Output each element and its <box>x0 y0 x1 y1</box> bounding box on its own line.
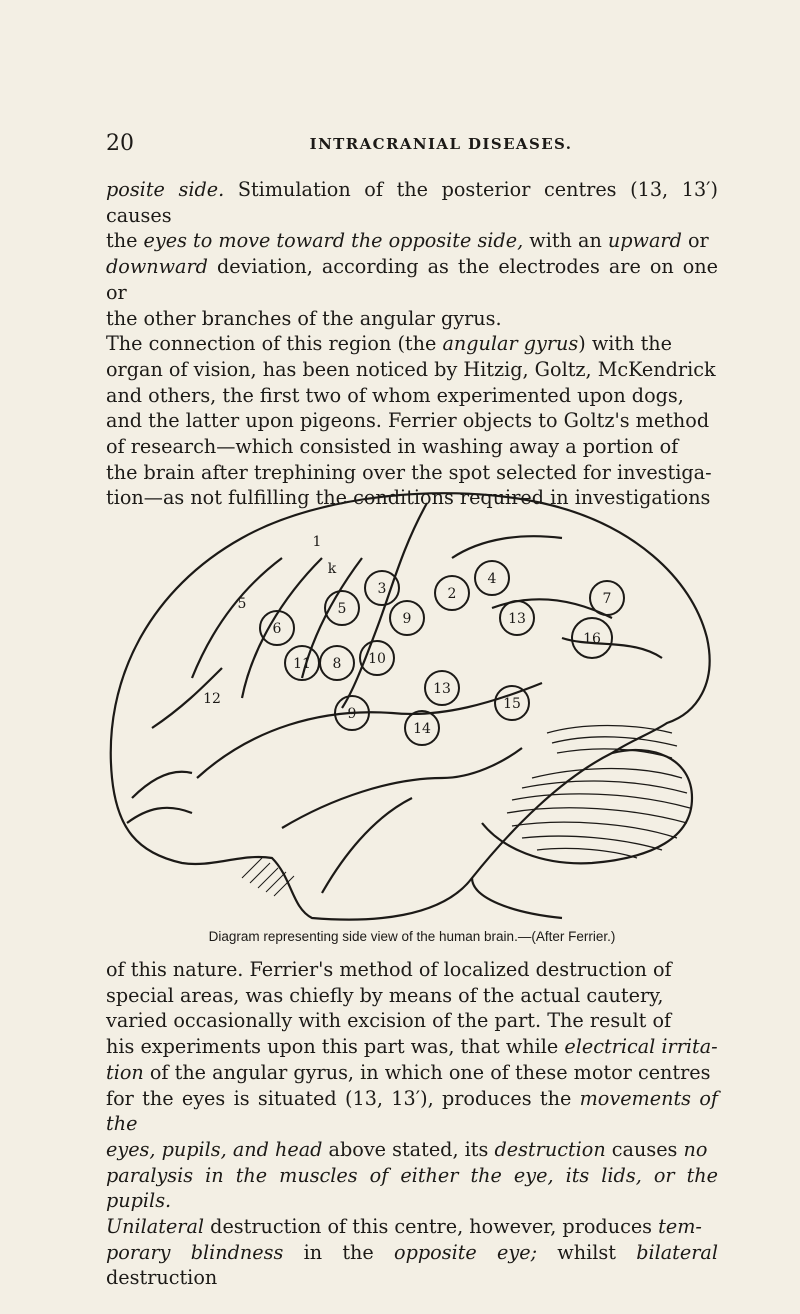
text-line: Unilateral destruction of this centre, however, produces tem- <box>106 1215 702 1239</box>
svg-text:13: 13 <box>433 681 451 697</box>
text-line: of research—which consisted in washing away a portion of <box>106 435 679 459</box>
svg-text:7: 7 <box>602 591 612 607</box>
svg-text:1: 1 <box>312 534 322 550</box>
sylvian-fissure <box>197 683 542 778</box>
figure-caption: Diagram representing side view of the human brain.—(After Ferrier.) <box>208 929 616 944</box>
text-line: of this nature. Ferrier's method of localized destruction of <box>106 958 672 981</box>
text-line: tion of the angular gyrus, in which one of these motor centres <box>106 1060 711 1084</box>
svg-text:16: 16 <box>583 631 601 647</box>
text-line: posite side. Stimulation of the posterior centres (13, 13′) causes <box>106 178 719 227</box>
text-line: tion—as not fulfilling the conditions required in investigations <box>106 486 711 510</box>
svg-text:3: 3 <box>377 581 387 597</box>
brain-illustration <box>92 478 737 923</box>
text-line: and the latter upon pigeons. Ferrier objects to Goltz's method <box>106 409 710 433</box>
svg-text:14: 14 <box>413 721 431 737</box>
text-line: special areas, was chiefly by means of the actual cautery, <box>106 983 664 1007</box>
text-line: paralysis in the muscles of either the eye, its lids, or the pupils. <box>106 1163 718 1213</box>
svg-text:12: 12 <box>203 691 221 707</box>
text-line: the brain after trephining over the spot selected for investiga- <box>106 460 712 484</box>
svg-text:6: 6 <box>272 621 282 637</box>
text-line: for the eyes is situated (13, 13′), produces the movements of the <box>106 1086 718 1136</box>
svg-text:15: 15 <box>503 696 521 712</box>
text-line: The connection of this region (the angular gyrus) with the <box>106 332 672 356</box>
svg-text:5: 5 <box>337 601 347 617</box>
temporal-sulcus <box>282 748 522 828</box>
svg-text:2: 2 <box>447 586 457 602</box>
text-line: the eyes to move toward the opposite side, with an upward or <box>106 229 709 253</box>
svg-text:9: 9 <box>347 706 357 722</box>
page-header <box>106 131 716 159</box>
text-line: the other branches of the angular gyrus. <box>106 306 502 330</box>
svg-text:5: 5 <box>237 596 247 612</box>
brain-diagram <box>92 478 737 923</box>
text-line: his experiments upon this part was, that while electrical irrita- <box>106 1035 718 1059</box>
page-number: 20 <box>106 131 134 156</box>
brain-stem <box>472 878 562 918</box>
text-line: and others, the first two of whom experimented upon dogs, <box>106 383 684 407</box>
paragraph-top <box>106 177 718 511</box>
svg-text:8: 8 <box>332 656 342 672</box>
text-line: varied occasionally with excision of the part. The result of <box>106 1009 672 1033</box>
svg-text:10: 10 <box>368 651 386 667</box>
svg-text:9: 9 <box>402 611 412 627</box>
svg-text:k: k <box>327 561 337 577</box>
cerebrum-outline <box>111 493 710 919</box>
svg-text:13: 13 <box>508 611 526 627</box>
svg-text:4: 4 <box>487 571 497 587</box>
text-line: organ of vision, has been noticed by Hitzig, Goltz, McKendrick <box>106 357 716 381</box>
svg-text:11: 11 <box>293 656 311 672</box>
text-line: porary blindness in the opposite eye; whilst bilateral destruction <box>106 1240 718 1290</box>
text-line: downward deviation, according as the electrodes are on one or <box>106 255 718 304</box>
paragraph-bottom <box>106 957 718 1291</box>
text-line: eyes, pupils, and head above stated, its destruction causes no <box>106 1137 708 1161</box>
running-title: INTRACRANIAL DISEASES. <box>309 135 573 153</box>
